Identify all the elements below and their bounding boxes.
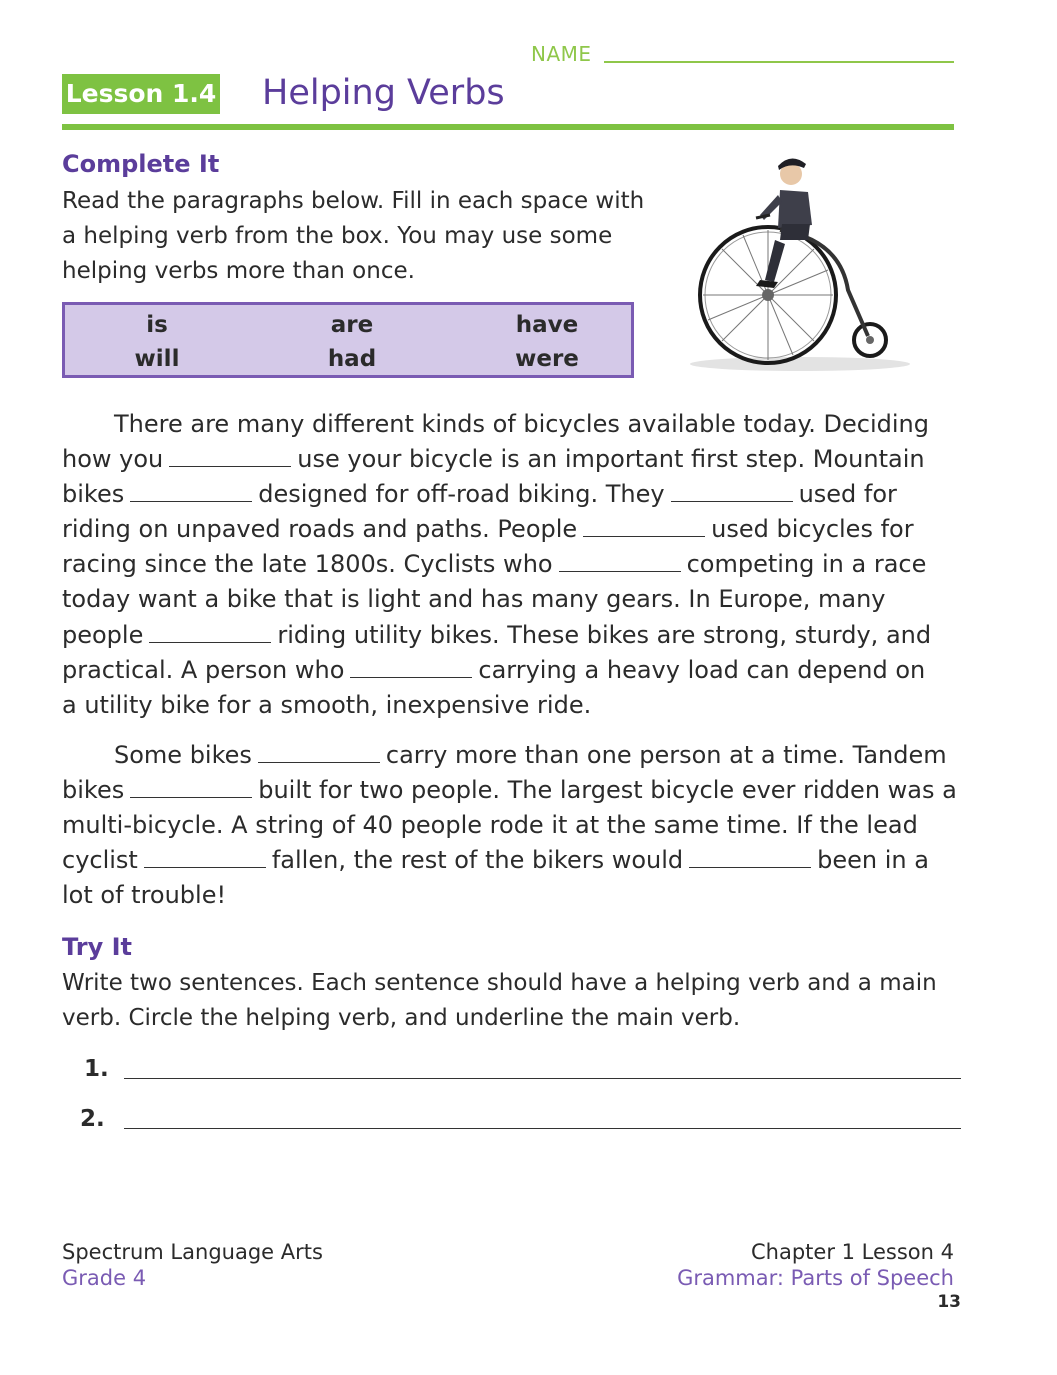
p2-line-2: bikes built for two people. The largest bicycle ever ridden was a: [62, 776, 957, 804]
try-it-instructions: Write two sentences. Each sentence should have a helping verb and a main verb. Circle the helping verb, and underline the main verb.: [62, 970, 937, 1031]
footer-book-title: Spectrum Language Arts: [62, 1240, 323, 1264]
lesson-badge: Lesson 1.4: [62, 74, 220, 114]
name-label: NAME: [531, 42, 592, 66]
page-title: Helping Verbs: [262, 73, 505, 113]
answer-blank[interactable]: [144, 849, 266, 868]
complete-it-instructions: Read the paragraphs below. Fill in each space with a helping verb from the box. You may use some helping verbs more than once.: [62, 188, 645, 284]
word-had: had: [327, 346, 377, 372]
p1-line-8: practical. A person who carrying a heavy load can depend on: [62, 656, 926, 684]
answer-number-2: 2.: [80, 1106, 105, 1132]
helping-verb-box: [62, 302, 634, 378]
word-is: is: [146, 312, 168, 338]
p1-line-7: people riding utility bikes. These bikes are strong, sturdy, and: [62, 621, 932, 649]
answer-blank[interactable]: [671, 483, 793, 502]
answer-line-2[interactable]: [124, 1128, 961, 1129]
word-are: are: [330, 312, 374, 338]
answer-blank[interactable]: [583, 518, 705, 537]
p1-line-9: a utility bike for a smooth, inexpensive ride.: [62, 691, 592, 719]
answer-line-1[interactable]: [124, 1078, 961, 1079]
footer-grade: Grade 4: [62, 1266, 147, 1290]
p2-line-4: cyclist fallen, the rest of the bikers would been in a: [62, 846, 929, 874]
p1-line-4: riding on unpaved roads and paths. People used bicycles for: [62, 515, 914, 543]
answer-number-1: 1.: [84, 1056, 109, 1082]
word-have: have: [515, 312, 579, 338]
word-will: will: [134, 346, 180, 372]
answer-blank[interactable]: [350, 659, 472, 678]
p1-line-5: racing since the late 1800s. Cyclists who competing in a race: [62, 550, 927, 578]
name-field-line[interactable]: [604, 61, 954, 63]
p1-line-6: today want a bike that is light and has many gears. In Europe, many: [62, 585, 886, 613]
p2-line-5: lot of trouble!: [62, 881, 227, 909]
p1-line-3: bikes designed for off-road biking. They used for: [62, 480, 897, 508]
word-were: were: [515, 346, 579, 372]
answer-blank[interactable]: [689, 849, 811, 868]
p1-line-1: There are many different kinds of bicycles available today. Deciding: [114, 410, 929, 438]
penny-farthing-bicycle-rider-icon: [690, 140, 920, 380]
p2-line-3: multi-bicycle. A string of 40 people rode it at the same time. If the lead: [62, 811, 918, 839]
try-it-heading: Try It: [62, 933, 132, 961]
answer-blank[interactable]: [130, 779, 252, 798]
footer-topic: Grammar: Parts of Speech: [677, 1266, 954, 1290]
answer-blank[interactable]: [149, 624, 271, 643]
header-divider: [62, 124, 954, 130]
p2-line-1: Some bikes carry more than one person at a time. Tandem: [114, 741, 947, 769]
complete-it-heading: Complete It: [62, 150, 220, 178]
answer-blank[interactable]: [169, 448, 291, 467]
page-number: 13: [937, 1292, 961, 1312]
answer-blank[interactable]: [559, 553, 681, 572]
footer-chapter: Chapter 1 Lesson 4: [751, 1240, 954, 1264]
answer-blank[interactable]: [130, 483, 252, 502]
p1-line-2: how you use your bicycle is an important first step. Mountain: [62, 445, 925, 473]
answer-blank[interactable]: [258, 744, 380, 763]
